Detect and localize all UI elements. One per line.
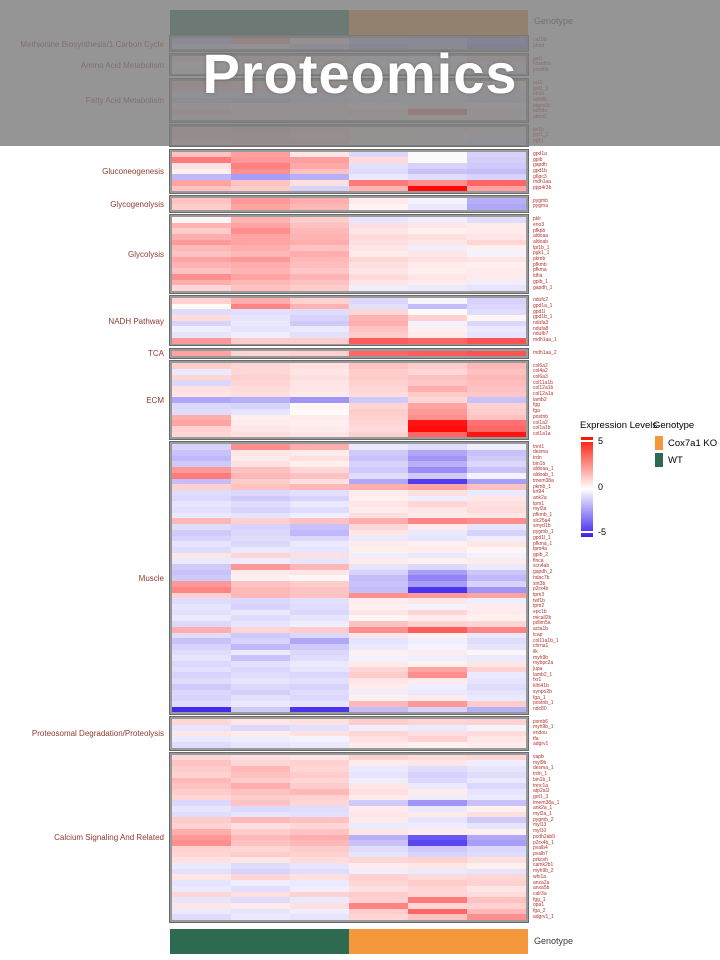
heatmap-cell: [349, 186, 408, 192]
gene-label: lamb2: [533, 396, 547, 403]
figure-title: Proteomics: [202, 41, 518, 105]
gene-label: aldoaa_1: [533, 466, 554, 473]
gene-label: psmb6: [533, 718, 549, 725]
expression-legend-title: Expression Levels: [580, 420, 658, 431]
gene-label: opa1: [533, 902, 545, 909]
gene-label: postnb_1: [533, 700, 554, 707]
colorbar-label-mid: 0: [598, 482, 604, 492]
heatmap-cell: [231, 186, 290, 192]
gene-label: pfkpb: [533, 227, 546, 234]
gene-label: gpd1l_1: [533, 534, 551, 541]
heatmap-cell: [467, 914, 526, 920]
heatmap-cell: [467, 186, 526, 192]
heatmap-cell: [172, 351, 231, 357]
gene-label: tnnt1: [533, 443, 545, 450]
heatmap-cell: [290, 914, 349, 920]
pathway-group-label: Gluconeogenesis: [102, 167, 164, 177]
heatmap-row: [172, 351, 526, 357]
gene-label: jupa: [533, 666, 543, 673]
heatmap-block: [170, 150, 528, 194]
heatmap-block: [170, 361, 528, 439]
gene-label: ndufc2: [533, 297, 549, 304]
gene-label: pfkma: [533, 267, 547, 274]
gene-label: camk2b1: [533, 862, 554, 869]
gene-label: tmem38a_1: [533, 799, 560, 806]
gene-label: trdn: [533, 455, 542, 462]
gene-label: micall2b: [533, 614, 552, 621]
heatmap-cell: [231, 707, 290, 713]
gene-label: ppp4r3b: [533, 185, 552, 192]
gene-label: bin1b: [533, 460, 546, 467]
heatmap-row: [172, 285, 526, 291]
pathway-group-label: ECM: [146, 396, 164, 406]
gene-label-column: [533, 217, 597, 291]
gene-label: pfkmb_1: [533, 512, 553, 519]
expression-colorbar: [581, 437, 593, 537]
heatmap-cell: [349, 338, 408, 344]
gene-label: fgg_1: [533, 896, 546, 903]
gene-label: col11a1b: [533, 379, 553, 386]
gene-label: myl2a_1: [533, 811, 552, 818]
heatmap-cell: [290, 338, 349, 344]
gene-label-column: [533, 351, 597, 357]
gene-label: pygmb_2: [533, 816, 554, 823]
gene-label: pfkmb: [533, 261, 547, 268]
heatmap-cell: [467, 204, 526, 210]
gene-label: myh9b_1: [533, 724, 554, 731]
gene-label: gapdh_1: [533, 284, 553, 291]
gene-label: vapb: [533, 754, 544, 761]
bottom-genotype-label: Genotype: [534, 936, 574, 946]
gene-label: fga: [533, 408, 540, 415]
colorbar-label-max: 5: [598, 436, 604, 446]
gene-label: smyd1b: [533, 523, 551, 530]
heatmap-cell: [408, 351, 467, 357]
gene-label: col1a1b: [533, 425, 551, 432]
gene-label: sirt3b: [533, 580, 546, 587]
heatmap-cell: [231, 914, 290, 920]
genotype-legend-title: Genotype: [653, 420, 695, 431]
heatmap-block: [170, 215, 528, 293]
gene-label: col1a2: [533, 419, 548, 426]
genotype-legend-item-ko: [655, 436, 717, 450]
gene-label: klhl41b: [533, 683, 549, 690]
heatmap-cell: [349, 351, 408, 357]
gene-label: ndc80: [533, 705, 547, 712]
gene-label: tpm2: [533, 603, 545, 610]
gene-label: gpib_1: [533, 278, 549, 285]
gene-label: ank2a_1: [533, 805, 553, 812]
heatmap-block: [170, 753, 528, 922]
gene-label: lamb2_1: [533, 671, 553, 678]
gene-label: adgrv1: [533, 741, 549, 748]
heatmap-cell: [408, 285, 467, 291]
gene-label: pfkma_1: [533, 540, 553, 547]
gene-label: hdac7b: [533, 574, 550, 581]
gene-label: bin1b_1: [533, 776, 551, 783]
gene-label: fxr1: [533, 677, 542, 684]
gene-label: fgg: [533, 402, 540, 409]
gene-label: mdh1aa: [533, 179, 552, 186]
heatmap-block: [170, 442, 528, 714]
gene-label: col6a3: [533, 373, 548, 380]
heatmap-cell: [349, 432, 408, 438]
gene-label: endou: [533, 729, 547, 736]
gene-label: pkmb: [533, 256, 546, 263]
gene-label: gpd1l: [533, 308, 546, 315]
genotype-bar-ko: [349, 929, 528, 954]
heatmap-cell: [349, 914, 408, 920]
gene-label: p2rx4b_1: [533, 839, 554, 846]
ko-color-swatch: [655, 436, 663, 450]
pathway-group-label: Proteosomal Degradation/Proteolysis: [31, 729, 164, 739]
heatmap-cell: [172, 338, 231, 344]
heatmap-cell: [408, 338, 467, 344]
ko-label: Cox7a1 KO: [668, 437, 718, 449]
gene-label: col4a2: [533, 368, 548, 375]
heatmap-block: [170, 296, 528, 346]
gene-label: ilk: [533, 648, 538, 655]
heatmap-cell: [231, 204, 290, 210]
gene-label: krt94: [533, 489, 545, 496]
gene-label: gpib: [533, 156, 543, 163]
gene-label: myh9b: [533, 654, 549, 661]
gene-label: eno3: [533, 221, 545, 228]
gene-label: aldoab: [533, 238, 549, 245]
heatmap-cell: [172, 285, 231, 291]
heatmap-cell: [290, 742, 349, 748]
heatmap-cell: [290, 351, 349, 357]
colorbar-tick-min: [581, 531, 593, 533]
heatmap-block: [170, 196, 528, 211]
heatmap-cell: [172, 204, 231, 210]
gene-label: myl9b: [533, 759, 547, 766]
heatmap-cell: [408, 432, 467, 438]
colorbar-tick-max: [581, 440, 593, 442]
heatmap-cell: [467, 338, 526, 344]
heatmap-block: [170, 349, 528, 359]
gene-label: wfs1a: [533, 873, 547, 880]
gene-label: ndufa8: [533, 325, 549, 332]
gene-label: tcap: [533, 631, 543, 638]
gene-label: trdn_1: [533, 771, 548, 778]
gene-label: myh9b_2: [533, 868, 554, 875]
heatmap-cell: [290, 204, 349, 210]
gene-label: mybpc2a: [533, 660, 554, 667]
heatmap-cell: [172, 914, 231, 920]
heatmap-row: [172, 338, 526, 344]
colorbar-label-min: -5: [598, 527, 607, 537]
heatmap-cell: [408, 186, 467, 192]
gene-label: myl13: [533, 822, 547, 829]
gene-label: aldoaa: [533, 233, 549, 240]
pathway-group-label: NADH Pathway: [108, 316, 164, 326]
heatmap-cell: [172, 432, 231, 438]
heatmap-cell: [290, 707, 349, 713]
gene-label: anxa5b: [533, 885, 550, 892]
gene-label: tpm1: [533, 500, 545, 507]
heatmap-cell: [172, 742, 231, 748]
heatmap-cell: [467, 707, 526, 713]
pathway-group-label: Glycolysis: [127, 249, 164, 259]
heatmap-cell: [349, 285, 408, 291]
heatmap-row: [172, 707, 526, 713]
gene-label: acta1b: [533, 626, 549, 633]
gene-label: flnca: [533, 557, 544, 564]
gene-label: tpi1b_1: [533, 244, 550, 251]
gene-label: pvalb7: [533, 850, 548, 857]
gene-label: gpd1a: [533, 150, 547, 157]
gene-label: tnnc1a: [533, 782, 549, 789]
gene-label: pygmb_1: [533, 529, 554, 536]
gene-label: mdh1aa_1: [533, 337, 557, 344]
gene-label: anxa2a: [533, 879, 550, 886]
title-overlay: [0, 0, 720, 146]
heatmap-cell: [231, 338, 290, 344]
gene-label-column: [533, 198, 597, 209]
gene-label: gpd1b_1: [533, 314, 553, 321]
gene-label: g6pc3: [533, 173, 547, 180]
heatmap-row: [172, 742, 526, 748]
gene-label: p2rx4b: [533, 586, 549, 593]
gene-label: col12a1b: [533, 385, 554, 392]
gene-label: prkcsh: [533, 856, 548, 863]
heatmap-row: [172, 914, 526, 920]
gene-label: pcdh2ab9: [533, 833, 555, 840]
heatmap-cell: [290, 186, 349, 192]
gene-label-column: [533, 298, 597, 344]
gene-label: desma_1: [533, 765, 554, 772]
heatmap-cell: [408, 914, 467, 920]
gene-label: got1_3: [533, 793, 549, 800]
gene-label: ndufa3: [533, 320, 549, 327]
heatmap-cell: [290, 432, 349, 438]
gene-label: myl2a: [533, 506, 547, 513]
gene-label: pvalb4: [533, 845, 548, 852]
heatmap-cell: [231, 351, 290, 357]
gene-label: tpm3: [533, 591, 545, 598]
gene-label: myl10: [533, 828, 547, 835]
heatmap-cell: [172, 186, 231, 192]
gene-label: aldoab_1: [533, 472, 554, 479]
gene-label: gapdh: [533, 162, 547, 169]
wt-color-swatch: [655, 453, 663, 467]
gene-label: synpo2b: [533, 688, 552, 695]
gene-label: col11a1b_1: [533, 637, 559, 644]
gene-label: pkmb_1: [533, 483, 551, 490]
pathway-group-label: Glycogenolysis: [110, 200, 164, 210]
gene-label-column: [533, 755, 597, 920]
gene-label: pygmb: [533, 197, 549, 204]
heatmap-cell: [467, 285, 526, 291]
heatmap-cell: [467, 351, 526, 357]
pathway-group-label: Muscle: [138, 574, 164, 584]
gene-label-column: [533, 719, 597, 748]
gene-label: postnb: [533, 413, 549, 420]
gene-label: gapdh_2: [533, 569, 553, 576]
gene-label: slc25a4: [533, 517, 551, 524]
gene-label: adgrv1_1: [533, 913, 554, 920]
gene-label: epc1b: [533, 609, 547, 616]
heatmap-row: [172, 186, 526, 192]
gene-label: ldha: [533, 273, 543, 280]
heatmap-block: [170, 717, 528, 750]
heatmap-cell: [408, 707, 467, 713]
heatmap-cell: [231, 285, 290, 291]
gene-label: col1a1a: [533, 430, 551, 437]
heatmap-cell: [467, 432, 526, 438]
heatmap-cell: [349, 707, 408, 713]
gene-label-column: [533, 152, 597, 192]
gene-label: chrna1: [533, 643, 549, 650]
heatmap-row: [172, 432, 526, 438]
heatmap-cell: [408, 204, 467, 210]
gene-label: col6a2: [533, 362, 548, 369]
gene-label: pklr: [533, 216, 542, 223]
heatmap-cell: [408, 742, 467, 748]
gene-label: gpd1b: [533, 167, 547, 174]
gene-label: pygma: [533, 203, 549, 210]
gene-label: pgk1_1: [533, 250, 550, 257]
heatmap-cell: [467, 742, 526, 748]
gene-label: twf1b: [533, 597, 545, 604]
gene-label: tpm4a: [533, 546, 547, 553]
genotype-legend-item-wt: [655, 453, 683, 467]
heatmap-cell: [349, 742, 408, 748]
wt-label: WT: [668, 454, 683, 466]
heatmap-cell: [231, 742, 290, 748]
gene-label: tmem38a: [533, 477, 554, 484]
heatmap-cell: [349, 204, 408, 210]
gene-label: pdlim5a: [533, 620, 551, 627]
pathway-group-label: TCA: [148, 349, 164, 359]
gene-label: desma: [533, 449, 549, 456]
gene-label: fga_2: [533, 908, 546, 915]
heatmap-cell: [231, 432, 290, 438]
gene-label: col12a1a: [533, 391, 554, 398]
genotype-bottom-annotation: [170, 929, 528, 954]
gene-label: ank2a: [533, 494, 547, 501]
gene-label: tfa: [533, 735, 539, 742]
gene-label: gpib_2: [533, 552, 549, 558]
heatmap-cell: [290, 285, 349, 291]
pathway-group-label: Calcium Signaling And Related: [54, 833, 164, 843]
gene-label: calr3a: [533, 890, 547, 897]
heatmap-row: [172, 204, 526, 210]
heatmap-cell: [172, 707, 231, 713]
gene-label: mdh1aa_2: [533, 349, 557, 356]
gene-label: scn4ab: [533, 563, 550, 570]
gene-label: gpd1a_1: [533, 302, 553, 309]
gene-label: atp2a1l: [533, 788, 550, 795]
gene-label: fga_1: [533, 694, 546, 701]
gene-label: ndufb7: [533, 331, 549, 338]
genotype-bar-wt: [170, 929, 349, 954]
